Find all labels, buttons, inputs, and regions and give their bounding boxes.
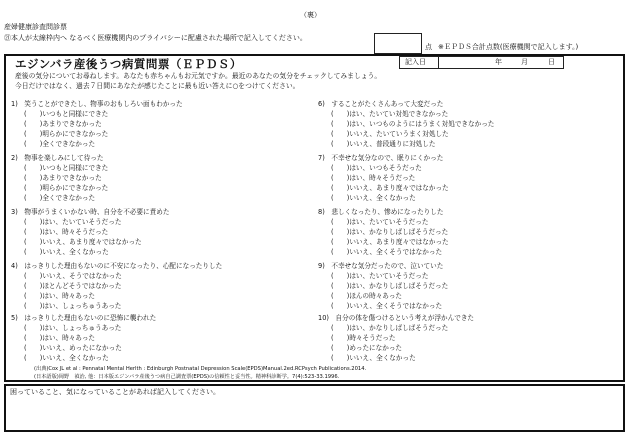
answer-option[interactable]: ( )はい、かなりしばしばそうだった <box>331 324 449 332</box>
score-note: ※ＥＰＤＳ合計点数(医療機関で記入します。) <box>438 43 579 51</box>
form-title: エジンバラ産後うつ病質問票（ＥＰＤＳ） <box>15 57 242 71</box>
answer-option[interactable]: ( )いいえ、全くなかった <box>331 194 416 202</box>
question-8 <box>318 208 618 257</box>
answer-option[interactable]: ( )いつもと同様にできた <box>24 164 109 172</box>
answer-option[interactable]: ( )はい、しょっちゅうあった <box>24 302 122 310</box>
answer-option[interactable]: ( )はい、時々あった <box>24 292 96 300</box>
answer-option[interactable]: ( )いいえ、あまり度々ではなかった <box>24 238 142 246</box>
question-text: 1) 笑うことができたし、物事のおもしろい面もわかった <box>11 100 183 108</box>
answer-option[interactable]: ( )いいえ、そうではなかった <box>24 272 122 280</box>
answer-option[interactable]: ( )全くできなかった <box>24 194 96 202</box>
answer-option[interactable]: ( )はい、しょっちゅうあった <box>24 324 122 332</box>
answer-option[interactable]: ( )はい、いつもそうだった <box>331 164 422 172</box>
question-1 <box>11 100 311 149</box>
question-6 <box>318 100 618 149</box>
question-text: 7) 不幸せな気分なので、眠りにくかった <box>318 154 444 162</box>
answer-option[interactable]: ( )あまりできなかった <box>24 174 102 182</box>
question-text: 8) 悲しくなったり、惨めになったりした <box>318 208 444 216</box>
question-text: 2) 物事を楽しみにして待った <box>11 154 104 162</box>
question-3 <box>11 208 311 257</box>
answer-option[interactable]: ( )あまりできなかった <box>24 120 102 128</box>
question-text: 4) はっきりした理由もないのに不安になったり、心配になったりした <box>11 262 223 270</box>
page-side-label: （裏） <box>300 11 321 19</box>
answer-option[interactable]: ( )いいえ、あまり度々ではなかった <box>331 184 449 192</box>
instruction-text: ㉑本人が太線枠内へ なるべく医療機関内のプライバシーに配慮された場所で記入してください。 <box>4 34 307 42</box>
epds-total-score-box[interactable] <box>374 33 422 54</box>
answer-option[interactable]: ( )いいえ、あまり度々ではなかった <box>331 238 449 246</box>
answer-option[interactable]: ( )全くできなかった <box>24 140 96 148</box>
answer-option[interactable]: ( )はい、いつものようにはうまく対処できなかった <box>331 120 495 128</box>
answer-option[interactable]: ( )めったになかった <box>331 344 403 352</box>
free-text-label: 困っていること、気になっていることがあれば記入してください。 <box>10 388 220 396</box>
answer-option[interactable]: ( )はい、かなりしばしばそうだった <box>331 228 449 236</box>
fill-date-label: 記入日 <box>405 58 426 66</box>
question-text: 3) 物事がうまくいかない時、自分を不必要に責めた <box>11 208 170 216</box>
year-label: 年 <box>495 58 502 66</box>
question-4 <box>11 262 311 311</box>
answer-option[interactable]: ( )いいえ、めったになかった <box>24 344 122 352</box>
answer-option[interactable]: ( )いいえ、全くなかった <box>24 354 109 362</box>
answer-option[interactable]: ( )ほとんどそうではなかった <box>24 282 122 290</box>
question-text: 9) 不幸せな気分だったので、泣いていた <box>318 262 444 270</box>
answer-option[interactable]: ( )明らかにできなかった <box>24 184 109 192</box>
question-9 <box>318 262 618 311</box>
answer-option[interactable]: ( )はい、たいていそうだった <box>24 218 122 226</box>
answer-option[interactable]: ( )いいえ、全くなかった <box>24 248 109 256</box>
question-2 <box>11 154 311 203</box>
answer-option[interactable]: ( )はい、たいてい対処できなかった <box>331 110 449 118</box>
answer-option[interactable]: ( )いいえ、普段通りに対処した <box>331 140 436 148</box>
answer-option[interactable]: ( )いいえ、全くそうではなかった <box>331 248 443 256</box>
answer-option[interactable]: ( )はい、時々そうだった <box>331 174 416 182</box>
intro-line-1: 産後の気分についてお尋ねします。あなたも赤ちゃんもお元気ですか。最近のあなたの気分をチェックしてみましょう。 <box>15 72 382 80</box>
answer-option[interactable]: ( )はい、かなりしばしばそうだった <box>331 282 449 290</box>
answer-option[interactable]: ( )はい、時々そうだった <box>24 228 109 236</box>
answer-option[interactable]: ( )明らかにできなかった <box>24 130 109 138</box>
question-text: 5) はっきりした理由もないのに恐怖に襲われた <box>11 314 157 322</box>
answer-option[interactable]: ( )いいえ、たいていうまく対処した <box>331 130 449 138</box>
answer-option[interactable]: ( )はい、時々あった <box>24 334 96 342</box>
question-text: 10) 自分の体を傷つけるという考えが浮かんできた <box>318 314 475 322</box>
answer-option[interactable]: ( )はい、たいていそうだった <box>331 272 429 280</box>
question-10 <box>318 314 618 363</box>
answer-option[interactable]: ( )はい、たいていそうだった <box>331 218 429 226</box>
answer-option[interactable]: ( )いいえ、全くそうではなかった <box>331 302 443 310</box>
month-label: 月 <box>521 58 528 66</box>
answer-option[interactable]: ( )時々そうだった <box>331 334 396 342</box>
citation-source: (出典)Cox JL et al : Pennatal Mental Herlth : Edinburgh Postnatal Depression Scale(EPDS)Manual.2ed.RCPsych Publications.2014. <box>34 366 367 372</box>
score-unit-label: 点 <box>425 43 432 51</box>
day-label: 日 <box>548 58 555 66</box>
section-title: 産婦健康診査問診票 <box>4 23 67 31</box>
answer-option[interactable]: ( )いいえ、全くなかった <box>331 354 416 362</box>
answer-option[interactable]: ( )ほんの時々あった <box>331 292 403 300</box>
answer-option[interactable]: ( )いつもと同様にできた <box>24 110 109 118</box>
intro-line-2: 今日だけではなく、過去７日間にあなたが感じたことに最も近い答えに○をつけてください。 <box>15 82 300 90</box>
question-5 <box>11 314 311 363</box>
question-7 <box>318 154 618 203</box>
date-divider <box>438 56 439 69</box>
question-text: 6) することがたくさんあって大変だった <box>318 100 444 108</box>
citation-japanese: (日本語版)岡野 禎治, 他：日本版エジンバラ産後うつ病自己調査票(EPDS)の信頼性と妥当性。精神科診断学。7(4):523-33.1996. <box>34 374 340 380</box>
